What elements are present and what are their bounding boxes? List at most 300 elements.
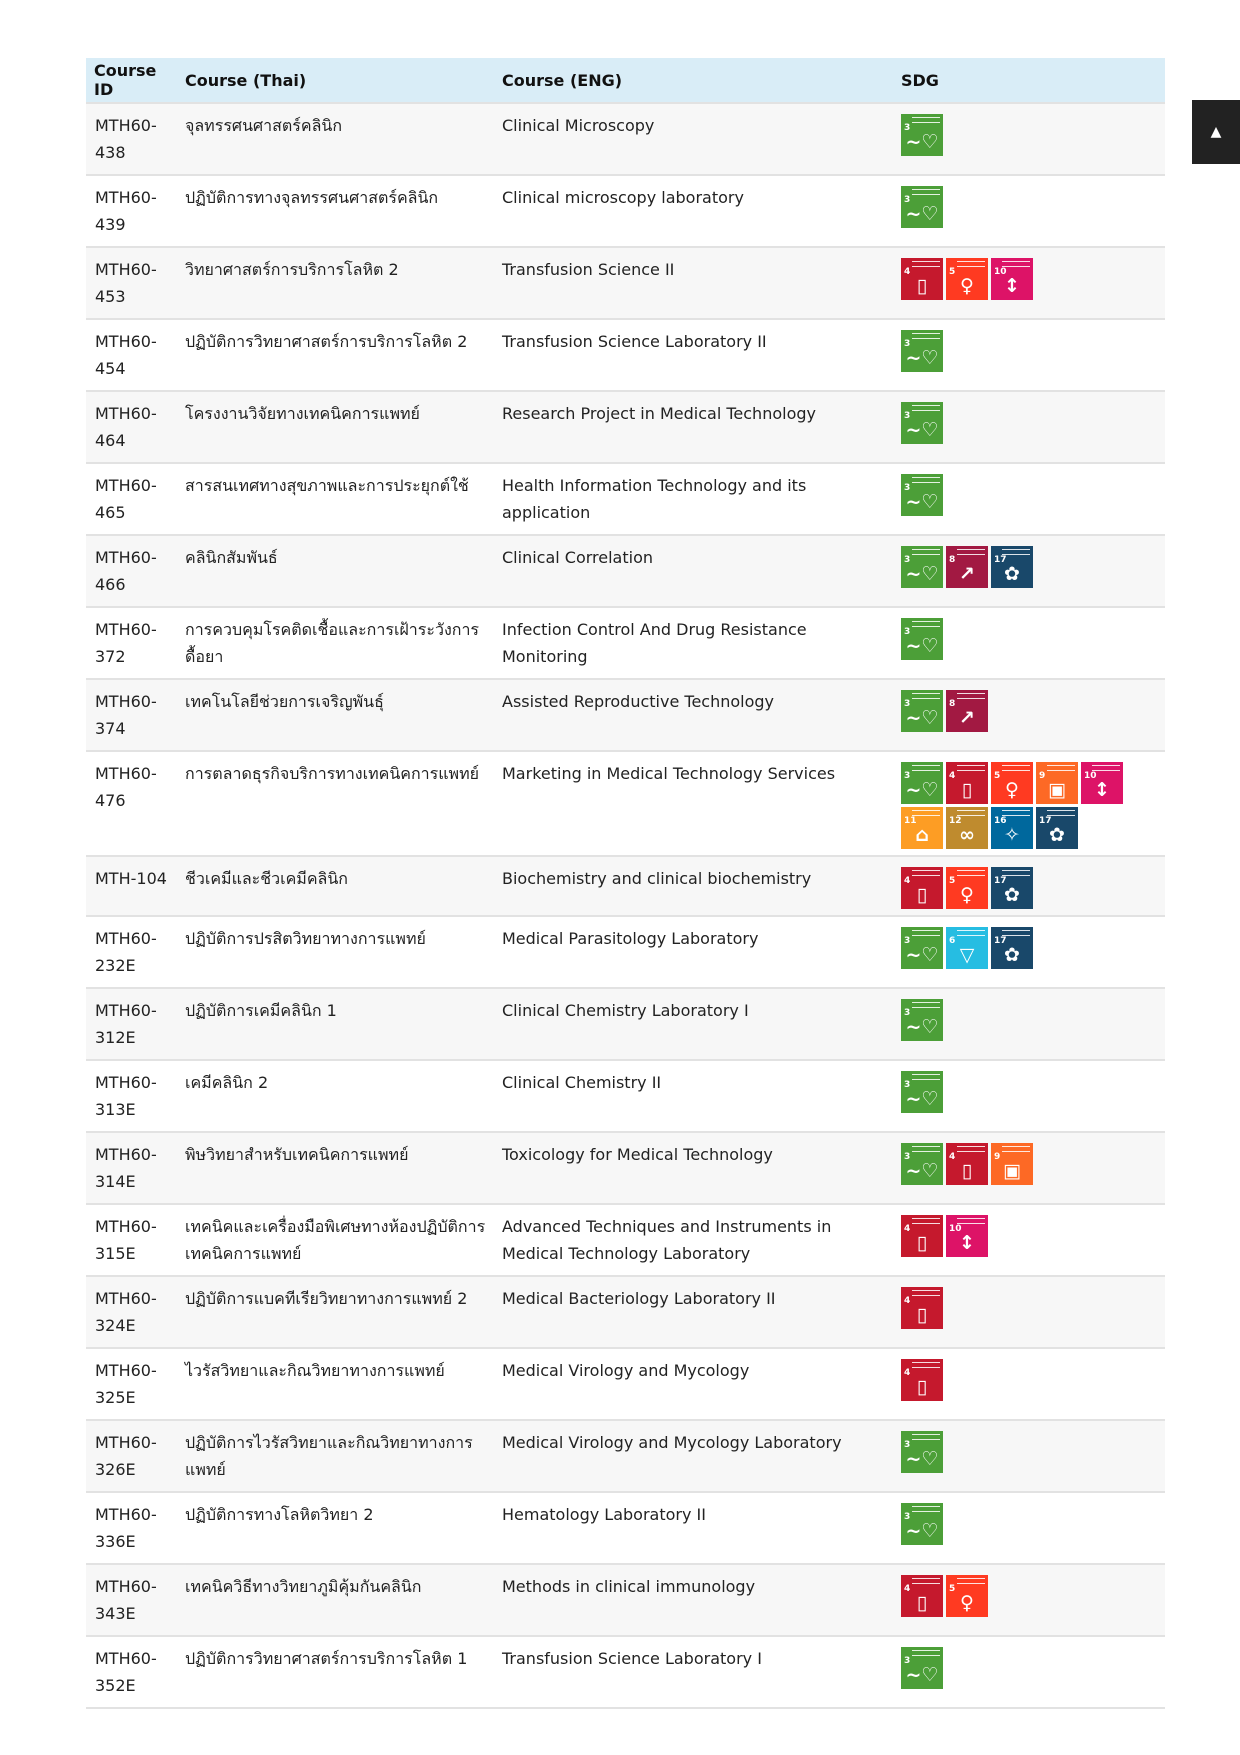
table-row [86,679,1165,751]
course-id-cell: MTH60-352E [86,1636,177,1708]
course-thai-cell: ปฏิบัติการทางโลหิตวิทยา 2 [177,1492,494,1564]
equality-icon: ↕ [1004,275,1020,297]
sdg-4-book-icon [901,1287,943,1329]
sdg-icon-list [901,546,1131,588]
sdg-5-gender-icon [991,762,1033,804]
course-id-cell: MTH60-454 [86,319,177,391]
sdg-17-partnership-icon [991,867,1033,909]
sdg-icon-list [901,114,1131,156]
heartbeat-icon: ~♡ [905,635,939,657]
sdg-goal-number: 10 [949,1224,962,1234]
sdg-3-heartbeat-icon [901,762,943,804]
sdg-title-lines [957,765,985,771]
sdg-icon-list [901,999,1131,1041]
sdg-icon-list [901,1431,1131,1473]
partnership-icon: ✿ [1004,884,1020,906]
table-row [86,247,1165,319]
sdg-3-heartbeat-icon [901,186,943,228]
course-eng-cell: Clinical Chemistry II [494,1060,893,1132]
sdg-icon-list [901,258,1131,300]
sdg-3-heartbeat-icon [901,1647,943,1689]
infinity-icon: ∞ [959,824,975,846]
course-id-cell: MTH60-324E [86,1276,177,1348]
course-eng-cell: Assisted Reproductive Technology [494,679,893,751]
sdg-title-lines [912,477,940,483]
course-id-cell: MTH60-466 [86,535,177,607]
sdg-icon-list [901,330,1131,372]
course-eng-cell: Toxicology for Medical Technology [494,1132,893,1204]
course-eng-cell: Clinical microscopy laboratory [494,175,893,247]
sdg-title-lines [957,1578,985,1584]
table-row [86,1204,1165,1276]
table-row [86,607,1165,679]
course-id-cell: MTH60-439 [86,175,177,247]
chevron-up-icon: ▲ [1210,124,1222,140]
sdg-goal-number: 3 [904,936,911,946]
course-thai-cell: เคมีคลินิก 2 [177,1060,494,1132]
course-eng-cell: Clinical Microscopy [494,103,893,175]
sdg-cell [893,535,1165,607]
table-row [86,175,1165,247]
course-thai-cell: ชีวเคมีและชีวเคมีคลินิก [177,856,494,916]
sdg-3-heartbeat-icon [901,618,943,660]
course-thai-cell: สารสนเทศทางสุขภาพและการประยุกต์ใช้ [177,463,494,535]
heartbeat-icon: ~♡ [905,347,939,369]
sdg-title-lines [912,1290,940,1296]
sdg-cell [893,463,1165,535]
sdg-cell [893,175,1165,247]
sdg-4-book-icon [946,1143,988,1185]
cubes-icon: ▣ [1048,779,1066,801]
course-id-cell: MTH60-313E [86,1060,177,1132]
sdg-icon-list [901,1143,1131,1185]
sdg-icon-list [901,618,1131,660]
course-table-container [86,58,1165,1709]
sdg-title-lines [912,1434,940,1440]
course-thai-cell: คลินิกสัมพันธ์ [177,535,494,607]
sdg-goal-number: 4 [904,1368,911,1378]
course-thai-cell: ปฏิบัติการไวรัสวิทยาและกิณวิทยาทางการแพทย์ [177,1420,494,1492]
book-icon: ▯ [961,1160,973,1182]
table-row [86,103,1165,175]
heartbeat-icon: ~♡ [905,1160,939,1182]
course-eng-cell: Marketing in Medical Technology Services [494,751,893,856]
sdg-4-book-icon [901,1359,943,1401]
course-id-cell: MTH60-476 [86,751,177,856]
sdg-cell [893,1420,1165,1492]
sdg-goal-number: 17 [994,876,1007,886]
sdg-cell [893,1636,1165,1708]
sdg-title-lines [957,549,985,555]
sdg-title-lines [912,810,940,816]
book-icon: ▯ [916,1232,928,1254]
sdg-title-lines [1092,765,1120,771]
sdg-icon-list [901,762,1131,849]
sdg-icon-list [901,927,1131,969]
table-row [86,319,1165,391]
table-row [86,751,1165,856]
sdg-goal-number: 3 [904,411,911,421]
sdg-goal-number: 4 [904,267,911,277]
sdg-3-heartbeat-icon [901,1143,943,1185]
sdg-goal-number: 4 [904,1224,911,1234]
course-id-cell: MTH60-315E [86,1204,177,1276]
sdg-goal-number: 3 [904,123,911,133]
sdg-5-gender-icon [946,1575,988,1617]
sdg-3-heartbeat-icon [901,999,943,1041]
sdg-goal-number: 12 [949,816,962,826]
sdg-title-lines [912,189,940,195]
sdg-title-lines [912,930,940,936]
heartbeat-icon: ~♡ [905,944,939,966]
course-eng-cell: Infection Control And Drug Resistance Monitoring [494,607,893,679]
table-row [86,1276,1165,1348]
course-eng-cell: Medical Parasitology Laboratory [494,916,893,988]
course-thai-cell: ไวรัสวิทยาและกิณวิทยาทางการแพทย์ [177,1348,494,1420]
sdg-17-partnership-icon [991,546,1033,588]
table-row [86,856,1165,916]
sdg-title-lines [957,810,985,816]
course-id-cell: MTH60-232E [86,916,177,988]
course-eng-cell: Health Information Technology and its application [494,463,893,535]
sdg-title-lines [957,1218,985,1224]
sdg-goal-number: 6 [949,936,956,946]
heartbeat-icon: ~♡ [905,707,939,729]
sdg-3-heartbeat-icon [901,330,943,372]
course-eng-cell: Methods in clinical immunology [494,1564,893,1636]
equality-icon: ↕ [959,1232,975,1254]
sdg-cell [893,1132,1165,1204]
sdg-title-lines [912,261,940,267]
course-eng-cell: Advanced Techniques and Instruments in Medical Technology Laboratory [494,1204,893,1276]
equality-icon: ↕ [1094,779,1110,801]
header-course-thai: Course (Thai) [177,58,494,103]
sdg-icon-list [901,867,1131,909]
sdg-title-lines [912,1506,940,1512]
sdg-title-lines [1002,930,1030,936]
sdg-4-book-icon [901,1215,943,1257]
heartbeat-icon: ~♡ [905,1016,939,1038]
sdg-title-lines [912,1002,940,1008]
sdg-goal-number: 16 [994,816,1007,826]
sdg-3-heartbeat-icon [901,927,943,969]
sdg-cell [893,1492,1165,1564]
sdg-title-lines [1002,261,1030,267]
course-id-cell: MTH60-314E [86,1132,177,1204]
sdg-title-lines [912,870,940,876]
book-icon: ▯ [916,275,928,297]
sdg-cell [893,1348,1165,1420]
sdg-goal-number: 5 [949,876,956,886]
header-course-id: Course ID [86,58,177,103]
sdg-title-lines [912,1578,940,1584]
sdg-10-equality-icon [1081,762,1123,804]
sdg-3-heartbeat-icon [901,402,943,444]
sdg-title-lines [912,333,940,339]
sdg-title-lines [957,1146,985,1152]
course-thai-cell: ปฏิบัติการทางจุลทรรศนศาสตร์คลินิก [177,175,494,247]
book-icon: ▯ [916,1592,928,1614]
course-thai-cell: การตลาดธุรกิจบริการทางเทคนิคการแพทย์ [177,751,494,856]
sdg-12-infinity-icon [946,807,988,849]
sdg-goal-number: 9 [1039,771,1046,781]
table-row [86,1060,1165,1132]
book-icon: ▯ [916,884,928,906]
sdg-title-lines [912,1146,940,1152]
sdg-3-heartbeat-icon [901,546,943,588]
city-icon: ⌂ [915,824,929,846]
course-thai-cell: การควบคุมโรคติดเชื้อและการเฝ้าระวังการดื้อยา [177,607,494,679]
course-eng-cell: Medical Bacteriology Laboratory II [494,1276,893,1348]
water-drop-icon: ▽ [959,944,975,966]
sdg-goal-number: 3 [904,1008,911,1018]
sdg-8-growth-chart-icon [946,690,988,732]
sdg-title-lines [1002,765,1030,771]
sdg-title-lines [912,621,940,627]
sdg-goal-number: 5 [994,771,1001,781]
table-header [86,58,1165,103]
sdg-goal-number: 3 [904,1512,911,1522]
sdg-cell [893,916,1165,988]
course-thai-cell: ปฏิบัติการวิทยาศาสตร์การบริการโลหิต 2 [177,319,494,391]
sdg-icon-list [901,1503,1131,1545]
sdg-icon-list [901,1215,1131,1257]
course-thai-cell: ปฏิบัติการวิทยาศาสตร์การบริการโลหิต 1 [177,1636,494,1708]
course-id-cell: MTH60-453 [86,247,177,319]
course-eng-cell: Transfusion Science Laboratory II [494,319,893,391]
sdg-icon-list [901,1071,1131,1113]
sdg-goal-number: 3 [904,1656,911,1666]
course-id-cell: MTH60-343E [86,1564,177,1636]
growth-chart-icon: ↗ [959,563,975,585]
table-row [86,535,1165,607]
partnership-icon: ✿ [1004,563,1020,585]
back-to-top-button[interactable] [1192,100,1240,164]
sdg-icon-list [901,186,1131,228]
sdg-goal-number: 3 [904,555,911,565]
growth-chart-icon: ↗ [959,707,975,729]
sdg-goal-number: 4 [949,1152,956,1162]
sdg-8-growth-chart-icon [946,546,988,588]
sdg-title-lines [957,870,985,876]
sdg-goal-number: 3 [904,699,911,709]
sdg-goal-number: 8 [949,555,956,565]
heartbeat-icon: ~♡ [905,1664,939,1686]
sdg-goal-number: 3 [904,1080,911,1090]
course-thai-cell: โครงงานวิจัยทางเทคนิคการแพทย์ [177,391,494,463]
sdg-3-heartbeat-icon [901,690,943,732]
sdg-4-book-icon [901,867,943,909]
sdg-cell [893,679,1165,751]
heartbeat-icon: ~♡ [905,779,939,801]
course-thai-cell: ปฏิบัติการเคมีคลินิก 1 [177,988,494,1060]
sdg-cell [893,988,1165,1060]
sdg-3-heartbeat-icon [901,1431,943,1473]
gender-icon: ♀ [1005,779,1019,801]
table-row [86,916,1165,988]
sdg-title-lines [912,1362,940,1368]
book-icon: ▯ [916,1304,928,1326]
sdg-icon-list [901,690,1131,732]
course-eng-cell: Medical Virology and Mycology [494,1348,893,1420]
heartbeat-icon: ~♡ [905,203,939,225]
sdg-goal-number: 10 [994,267,1007,277]
sdg-cell [893,103,1165,175]
sdg-title-lines [912,1074,940,1080]
sdg-17-partnership-icon [1036,807,1078,849]
course-id-cell: MTH60-438 [86,103,177,175]
sdg-6-water-drop-icon [946,927,988,969]
sdg-title-lines [912,1650,940,1656]
sdg-3-heartbeat-icon [901,1071,943,1113]
partnership-icon: ✿ [1004,944,1020,966]
sdg-title-lines [912,549,940,555]
sdg-icon-list [901,1359,1131,1401]
sdg-title-lines [957,693,985,699]
course-thai-cell: ปฏิบัติการแบคทีเรียวิทยาทางการแพทย์ 2 [177,1276,494,1348]
sdg-goal-number: 4 [904,1296,911,1306]
sdg-title-lines [1047,810,1075,816]
sdg-title-lines [1002,1146,1030,1152]
sdg-title-lines [912,1218,940,1224]
sdg-5-gender-icon [946,258,988,300]
heartbeat-icon: ~♡ [905,491,939,513]
course-eng-cell: Clinical Correlation [494,535,893,607]
partnership-icon: ✿ [1049,824,1065,846]
sdg-goal-number: 11 [904,816,917,826]
course-id-cell: MTH60-372 [86,607,177,679]
sdg-cell [893,247,1165,319]
gender-icon: ♀ [960,275,974,297]
sdg-17-partnership-icon [991,927,1033,969]
sdg-goal-number: 3 [904,1440,911,1450]
course-eng-cell: Clinical Chemistry Laboratory I [494,988,893,1060]
sdg-title-lines [912,117,940,123]
sdg-goal-number: 4 [904,1584,911,1594]
course-id-cell: MTH-104 [86,856,177,916]
sdg-3-heartbeat-icon [901,474,943,516]
heartbeat-icon: ~♡ [905,131,939,153]
gender-icon: ♀ [960,1592,974,1614]
course-id-cell: MTH60-465 [86,463,177,535]
sdg-3-heartbeat-icon [901,1503,943,1545]
sdg-cell [893,1204,1165,1276]
heartbeat-icon: ~♡ [905,563,939,585]
sdg-10-equality-icon [946,1215,988,1257]
course-id-cell: MTH60-336E [86,1492,177,1564]
course-thai-cell: เทคโนโลยีช่วยการเจริญพันธุ์ [177,679,494,751]
sdg-icon-list [901,1287,1131,1329]
table-row [86,1348,1165,1420]
table-row [86,988,1165,1060]
sdg-goal-number: 5 [949,267,956,277]
sdg-title-lines [1002,549,1030,555]
sdg-cell [893,1276,1165,1348]
table-row [86,1420,1165,1492]
course-thai-cell: พิษวิทยาสำหรับเทคนิคการแพทย์ [177,1132,494,1204]
sdg-4-book-icon [901,1575,943,1617]
table-row [86,391,1165,463]
sdg-icon-list [901,1647,1131,1689]
sdg-icon-list [901,402,1131,444]
sdg-3-heartbeat-icon [901,114,943,156]
sdg-goal-number: 4 [949,771,956,781]
sdg-cell [893,856,1165,916]
sdg-9-cubes-icon [991,1143,1033,1185]
book-icon: ▯ [916,1376,928,1398]
sdg-goal-number: 3 [904,627,911,637]
table-row [86,1636,1165,1708]
header-row [86,58,1165,103]
sdg-goal-number: 9 [994,1152,1001,1162]
sdg-11-city-icon [901,807,943,849]
sdg-goal-number: 17 [994,555,1007,565]
sdg-goal-number: 3 [904,1152,911,1162]
table-row [86,1132,1165,1204]
sdg-9-cubes-icon [1036,762,1078,804]
sdg-title-lines [957,930,985,936]
sdg-10-equality-icon [991,258,1033,300]
course-thai-cell: เทคนิคและเครื่องมือพิเศษทางห้องปฏิบัติการเทคนิคการแพทย์ [177,1204,494,1276]
course-eng-cell: Biochemistry and clinical biochemistry [494,856,893,916]
heartbeat-icon: ~♡ [905,1088,939,1110]
book-icon: ▯ [961,779,973,801]
course-sdg-table [86,58,1165,1709]
sdg-cell [893,1060,1165,1132]
sdg-cell [893,751,1165,856]
heartbeat-icon: ~♡ [905,1448,939,1470]
course-eng-cell: Hematology Laboratory II [494,1492,893,1564]
sdg-icon-list [901,1575,1131,1617]
course-id-cell: MTH60-464 [86,391,177,463]
course-thai-cell: จุลทรรศนศาสตร์คลินิก [177,103,494,175]
sdg-goal-number: 5 [949,1584,956,1594]
course-thai-cell: ปฏิบัติการปรสิตวิทยาทางการแพทย์ [177,916,494,988]
sdg-4-book-icon [946,762,988,804]
heartbeat-icon: ~♡ [905,419,939,441]
sdg-goal-number: 3 [904,339,911,349]
heartbeat-icon: ~♡ [905,1520,939,1542]
sdg-title-lines [1002,810,1030,816]
course-eng-cell: Transfusion Science II [494,247,893,319]
table-body [86,103,1165,1708]
sdg-goal-number: 8 [949,699,956,709]
sdg-5-gender-icon [946,867,988,909]
sdg-goal-number: 17 [994,936,1007,946]
sdg-title-lines [912,765,940,771]
sdg-cell [893,391,1165,463]
sdg-icon-list [901,474,1131,516]
table-row [86,1564,1165,1636]
sdg-cell [893,319,1165,391]
sdg-title-lines [912,693,940,699]
table-row [86,463,1165,535]
sdg-goal-number: 3 [904,195,911,205]
course-thai-cell: วิทยาศาสตร์การบริการโลหิต 2 [177,247,494,319]
course-id-cell: MTH60-312E [86,988,177,1060]
sdg-goal-number: 3 [904,483,911,493]
sdg-goal-number: 3 [904,771,911,781]
course-eng-cell: Transfusion Science Laboratory I [494,1636,893,1708]
course-id-cell: MTH60-374 [86,679,177,751]
header-sdg: SDG [893,58,1165,103]
sdg-title-lines [957,261,985,267]
course-id-cell: MTH60-325E [86,1348,177,1420]
sdg-goal-number: 10 [1084,771,1097,781]
sdg-title-lines [912,405,940,411]
sdg-goal-number: 4 [904,876,911,886]
course-eng-cell: Research Project in Medical Technology [494,391,893,463]
